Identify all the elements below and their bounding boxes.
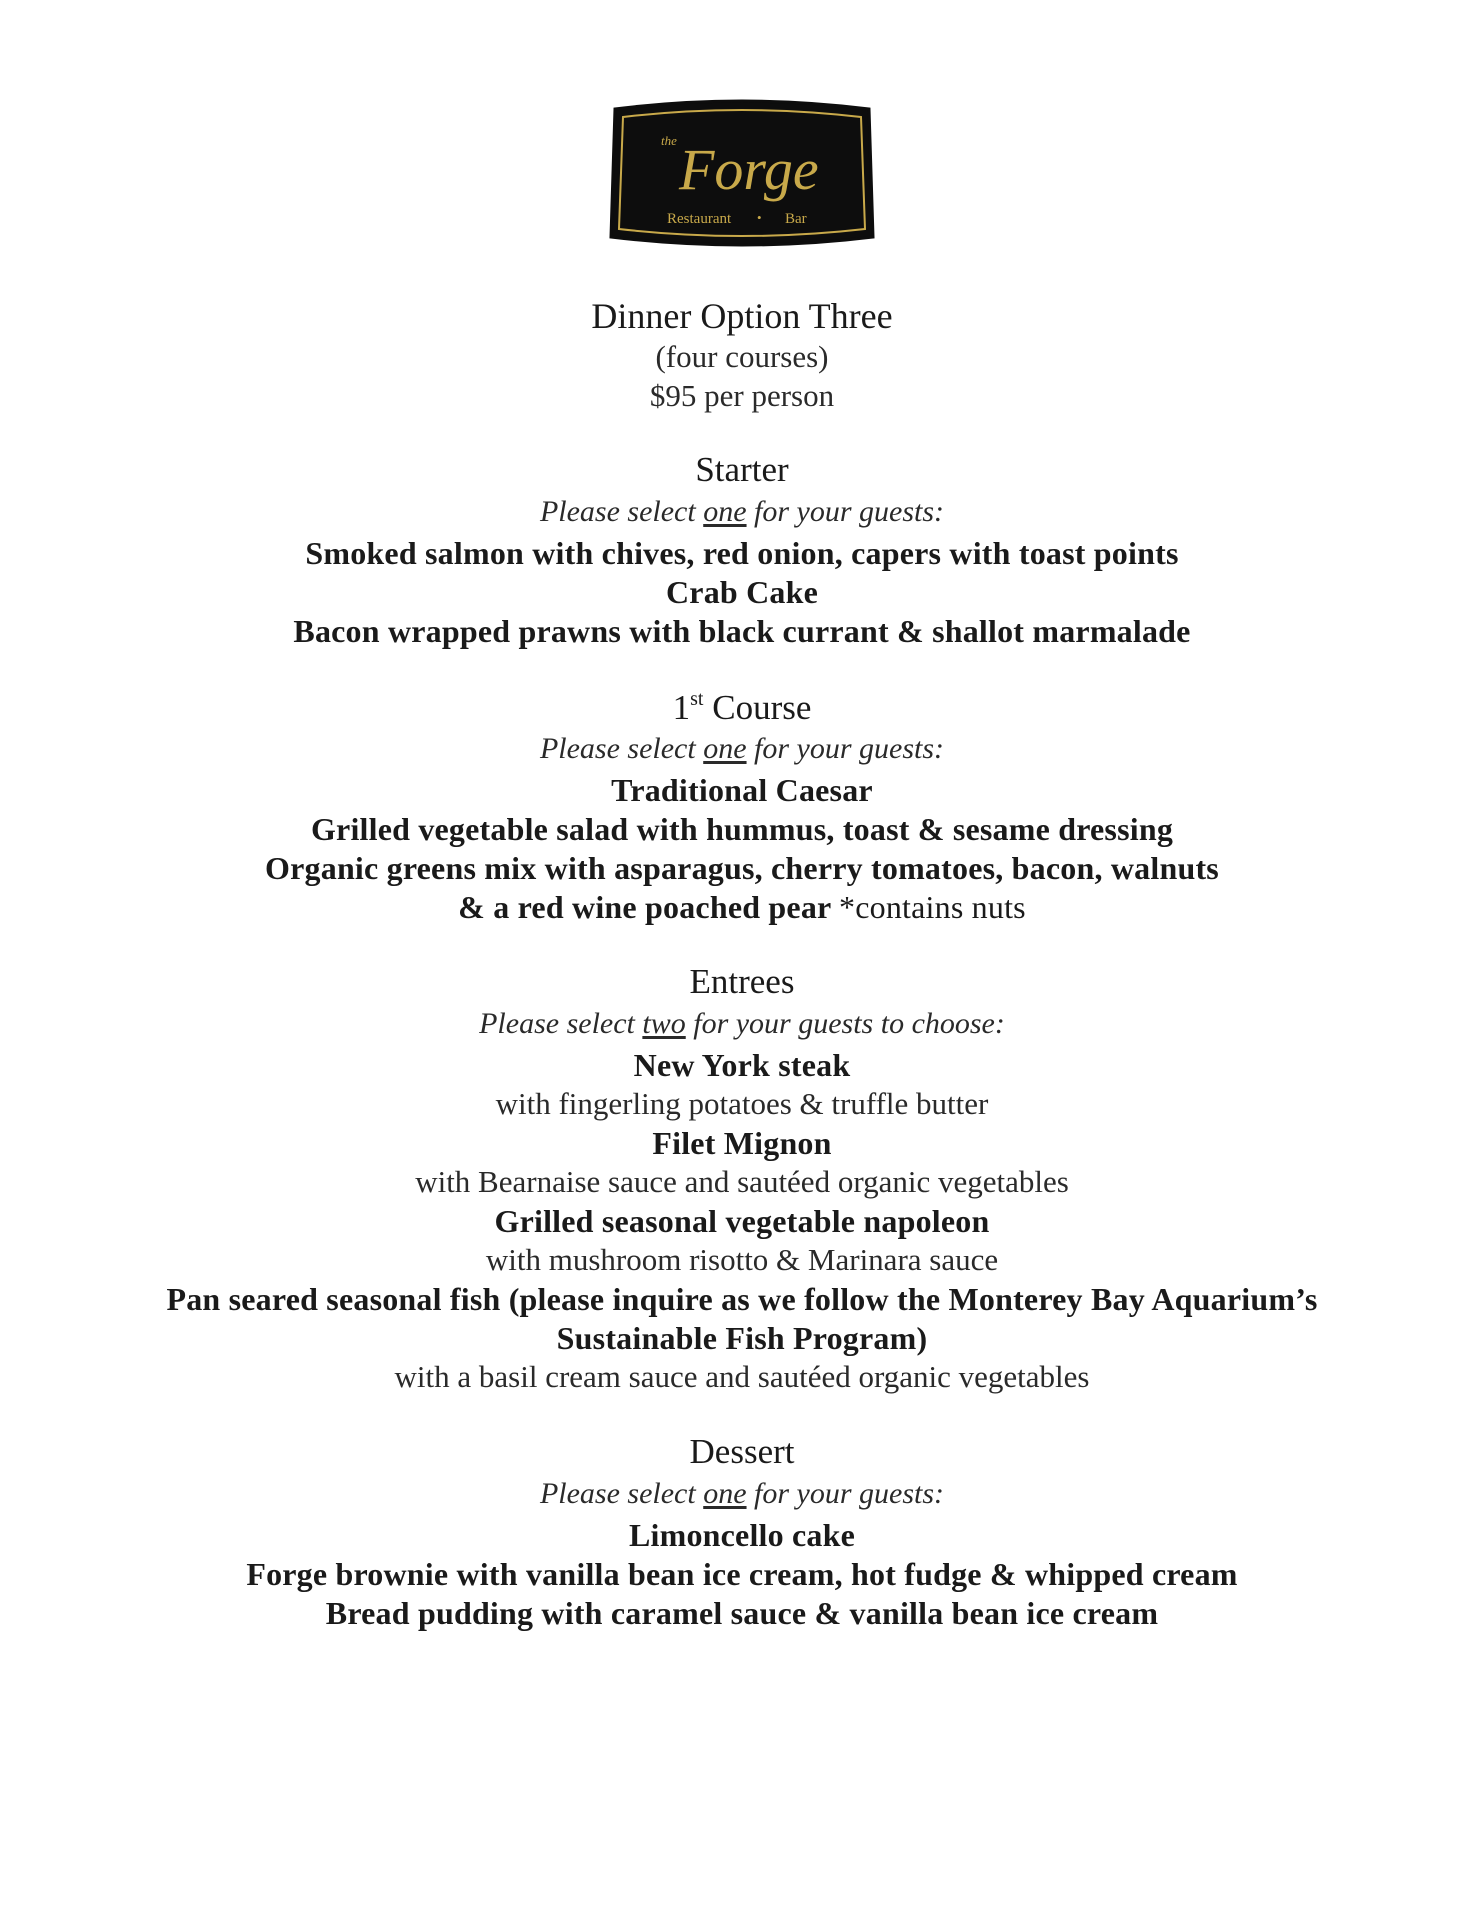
menu-title: Dinner Option Three xyxy=(591,296,893,336)
entree-name: Filet Mignon xyxy=(652,1125,832,1161)
first-course-prompt-count: one xyxy=(703,732,747,765)
dessert-item: Bread pudding with caramel sauce & vanilla bean ice cream xyxy=(325,1595,1159,1631)
entree-description: with a basil cream sauce and sautéed organic vegetables xyxy=(394,1359,1090,1394)
entrees-prompt: Please select two for your guests to choose: xyxy=(479,1007,1005,1040)
entree-description: with Bearnaise sauce and sautéed organic vegetables xyxy=(415,1164,1069,1199)
entree-name: Grilled seasonal vegetable napoleon xyxy=(494,1203,990,1239)
entrees-prompt-count: two xyxy=(642,1007,686,1040)
dessert-item: Forge brownie with vanilla bean ice cream, hot fudge & whipped cream xyxy=(246,1556,1238,1592)
contains-nuts-note: *contains nuts xyxy=(839,889,1026,925)
logo-tagline-left: Restaurant xyxy=(667,211,732,227)
starter-heading: Starter xyxy=(695,450,789,489)
first-course-heading: 1st Course xyxy=(672,688,812,727)
first-course-item: Grilled vegetable salad with hummus, toast & sesame dressing xyxy=(310,811,1174,847)
forge-logo xyxy=(609,99,875,247)
logo-small-word: the xyxy=(661,133,677,148)
logo-name: Forge xyxy=(679,137,819,202)
dessert-heading: Dessert xyxy=(689,1432,795,1471)
dessert-prompt: Please select one for your guests: xyxy=(539,1477,945,1510)
starter-item: Smoked salmon with chives, red onion, capers with toast points xyxy=(305,535,1179,571)
first-course-item: & a red wine poached pear *contains nuts xyxy=(458,889,1026,925)
starter-prompt: Please select one for your guests: xyxy=(539,495,945,528)
price-per-person: $95 per person xyxy=(649,378,835,413)
course-count: (four courses) xyxy=(655,339,829,374)
entrees-heading: Entrees xyxy=(689,962,795,1001)
entree-description: with mushroom risotto & Marinara sauce xyxy=(485,1242,999,1277)
first-course-item: Organic greens mix with asparagus, cherry tomatoes, bacon, walnuts xyxy=(265,850,1219,886)
logo-tagline-sep: • xyxy=(757,210,762,225)
starter-prompt-count: one xyxy=(703,495,747,528)
first-course-item: Traditional Caesar xyxy=(611,772,873,808)
logo-tagline-right: Bar xyxy=(785,211,807,227)
dessert-prompt-count: one xyxy=(703,1477,747,1510)
dessert-item: Limoncello cake xyxy=(628,1517,856,1553)
starter-item: Crab Cake xyxy=(665,574,819,610)
entree-name-continued: Sustainable Fish Program) xyxy=(556,1320,928,1356)
entree-name: New York steak xyxy=(633,1047,851,1083)
starter-item: Bacon wrapped prawns with black currant & shallot marmalade xyxy=(293,613,1191,649)
entree-name: Pan seared seasonal fish (please inquire as we follow the Monterey Bay Aquarium’s xyxy=(166,1281,1318,1317)
entree-description: with fingerling potatoes & truffle butter xyxy=(495,1086,989,1121)
first-course-prompt: Please select one for your guests: xyxy=(539,732,945,765)
